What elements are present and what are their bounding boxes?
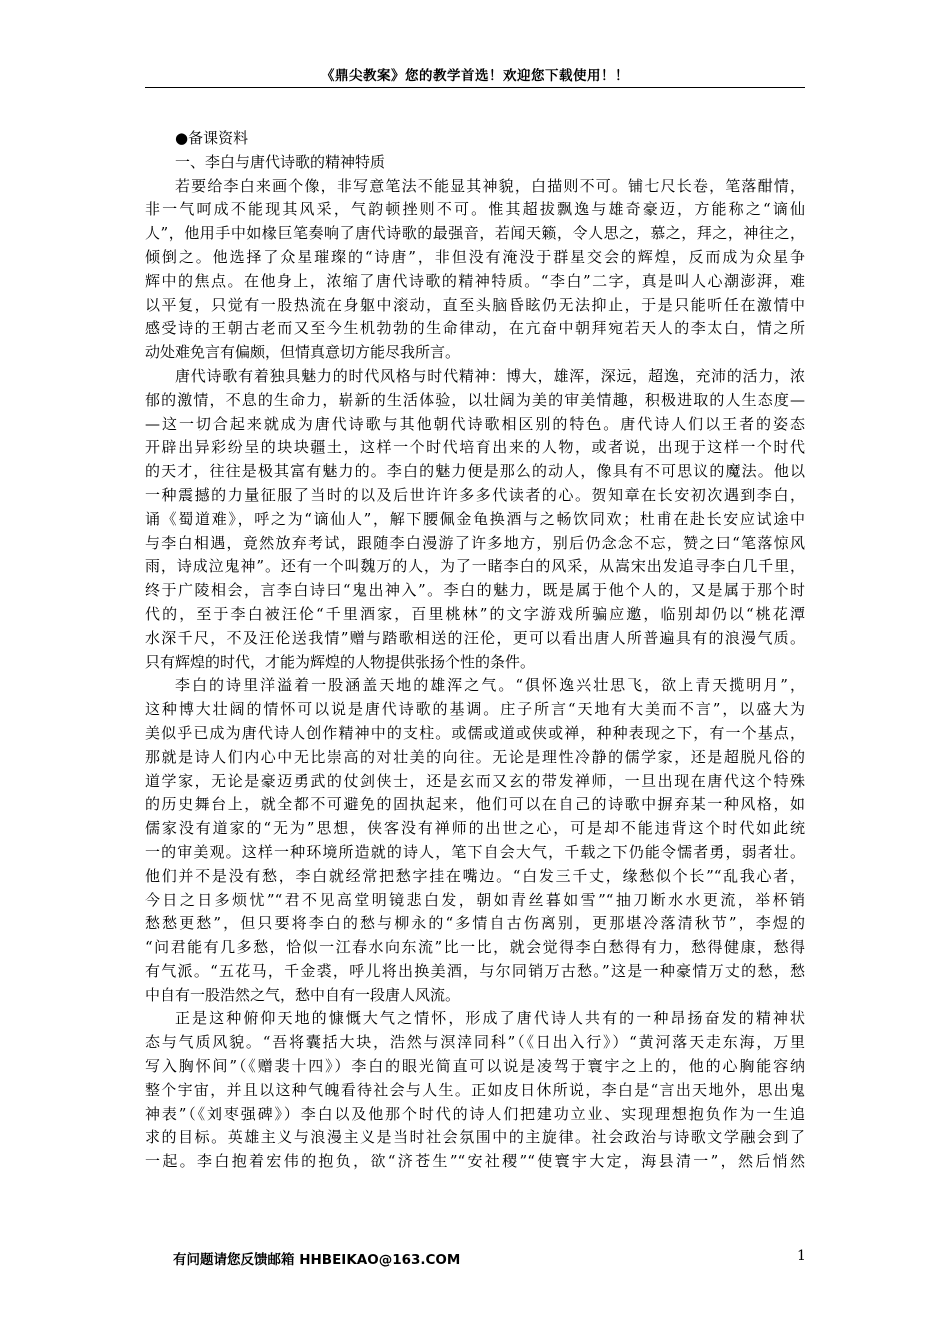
text-line: 写入胸怀间”（《赠裴十四》）李白的眼光简直可以说是凌驾于寰宇之上的，他的心胸能容纳 [145, 1057, 805, 1076]
text-line: 雨，诗成泣鬼神”。还有一个叫魏万的人，为了一睹李白的风采，从嵩宋出发追寻李白几千里， [145, 557, 805, 576]
section-heading: ●备课资料 [175, 129, 249, 147]
text-line: 这种博大壮阔的情怀可以说是唐代诗歌的基调。庄子所言“天地有大美而不言”，以盛大为 [145, 700, 805, 719]
text-line: 只有辉煌的时代，才能为辉煌的人物提供张扬个性的条件。 [145, 652, 536, 671]
text-line: 他们并不是没有愁，李白就经常把愁字挂在嘴边。“白发三千丈，缘愁似个长”“乱我心者， [145, 866, 805, 885]
text-line: 诵《蜀道难》，呼之为“谪仙人”，解下腰佩金龟换酒与之畅饮同欢；杜甫在赴长安应试途中 [145, 509, 805, 528]
text-line: 与李白相遇，竟然放弃考试，跟随李白漫游了许多地方，别后仍念念不忘，赞之曰“笔落惊风 [145, 533, 805, 552]
text-line: 倾倒之。他选择了众星璀璨的“诗唐”，非但没有淹没于群星交会的辉煌，反而成为众星争 [145, 247, 805, 266]
feedback-footer: 有问题请您反馈邮箱 HHBEIKAO@163.COM [173, 1252, 461, 1268]
text-line: “问君能有几多愁，恰似一江春水向东流”比一比，就会觉得李白愁得有力，愁得健康，愁得 [145, 938, 805, 957]
paragraph-lines [145, 175, 805, 1174]
text-line: 儒家没有道家的“无为”思想，侠客没有禅师的出世之心，可是却不能违背这个时代如此统 [145, 819, 805, 838]
text-line: 中自有一股浩然之气，愁中自有一段唐人风流。 [145, 985, 461, 1004]
text-line: 辉中的焦点。在他身上，浓缩了唐代诗歌的精神特质。“李白”二字，真是叫人心潮澎湃，难 [145, 271, 805, 290]
text-line: 李白的诗里洋溢着一股涵盖天地的雄浑之气。“俱怀逸兴壮思飞，欲上青天揽明月”， [175, 676, 805, 695]
text-line: 一起。李白抱着宏伟的抱负，欲“济苍生”“安社稷”“使寰宇大定，海县清一”，然后悄然 [145, 1152, 805, 1171]
text-line: 水深千尺，不及汪伦送我情”赠与踏歌相送的汪伦，更可以看出唐人所普遍具有的浪漫气质。 [145, 628, 805, 647]
text-line: 若要给李白来画个像，非写意笔法不能显其神貌，白描则不可。铺七尺长卷，笔落酣情， [175, 176, 805, 195]
text-line: 求的目标。英雄主义与浪漫主义是当时社会氛围中的主旋律。社会政治与诗歌文学融会到了 [145, 1128, 805, 1147]
text-line: 有气派。“五花马，千金裘，呼儿将出换美酒，与尔同销万古愁。”这是一种豪情万丈的愁，愁 [145, 961, 805, 980]
text-line: 郁的激情，不息的生命力，崭新的生活体验，以壮阔为美的审美情趣，积极进取的人生态度— [145, 390, 805, 409]
text-line: 以平复，只觉有一股热流在身躯中滚动，直至头脑昏眩仍无法抑止，于是只能听任在激情中 [145, 295, 805, 314]
text-line: 感受诗的王朝古老而又至今生机勃勃的生命律动，在亢奋中朝拜宛若天人的李太白，情之所 [145, 319, 805, 338]
text-line: 的天才，往往是极其富有魅力的。李白的魅力便是那么的动人，像具有不可思议的魔法。他以 [145, 462, 805, 481]
text-line: 代的，至于李白被汪伦“千里酒家，百里桃林”的文字游戏所骗应邀，临别却仍以“桃花潭 [145, 604, 805, 623]
document-body [145, 127, 805, 1174]
text-line: 神表”（《刘枣强碑》）李白以及他那个时代的诗人们把建功立业、实现理想抱负作为一生追 [145, 1104, 805, 1123]
text-line: 整个宇宙，并且以这种气魄看待社会与人生。正如皮日休所说，李白是“言出天地外，思出鬼 [145, 1080, 805, 1099]
text-line: 那就是诗人们内心中无比崇高的对壮美的向往。无论是理性冷静的儒学家，还是超脱凡俗的 [145, 747, 805, 766]
page-header: 《鼎尖教案》您的教学首选！欢迎您下载使用！！ [321, 68, 629, 84]
subheading: 一、李白与唐代诗歌的精神特质 [175, 152, 386, 171]
text-line: 今日之日多烦忧”“君不见高堂明镜悲白发，朝如青丝暮如雪”“抽刀断水水更流，举杯销 [145, 890, 805, 909]
page-number: 1 [797, 1248, 806, 1264]
text-line: 终于广陵相会，言李白诗曰“鬼出神入”。李白的魅力，既是属于他个人的，又是属于那个时 [145, 581, 805, 600]
text-line: 唐代诗歌有着独具魅力的时代风格与时代精神：博大，雄浑，深远，超逸，充沛的活力，浓 [175, 366, 805, 385]
text-line: 正是这种俯仰天地的慷慨大气之情怀，形成了唐代诗人共有的一种昂扬奋发的精神状 [175, 1009, 805, 1028]
text-line: 道学家，无论是豪迈勇武的仗剑侠士，还是玄而又玄的带发禅师，一旦出现在唐代这个特殊 [145, 771, 805, 790]
header-divider [145, 87, 805, 88]
text-line: 态与气质风貌。“吾将囊括大块，浩然与溟涬同科”（《日出入行》）“黄河落天走东海，万里 [145, 1033, 805, 1052]
text-line: 动处难免言有偏颇，但情真意切方能尽我所言。 [145, 343, 461, 362]
text-line: 愁愁更愁”，但只要将李白的愁与柳永的“多情自古伤离别，更那堪冷落清秋节”，李煜的 [145, 914, 805, 933]
text-line: —这一切合起来就成为唐代诗歌与其他朝代诗歌相区别的特色。唐代诗人们以王者的姿态 [145, 414, 805, 433]
text-line: 一的审美观。这样一种环境所造就的诗人，笔下自会大气，千载之下仍能令懦者勇，弱者壮。 [145, 842, 805, 861]
text-line: 人”，他用手中如椽巨笔奏响了唐代诗歌的最强音，若闻天籁，令人思之，慕之，拜之，神往之， [145, 224, 805, 243]
text-line: 的历史舞台上，就全都不可避免的固执起来，他们可以在自己的诗歌中摒弃某一种风格，如 [145, 795, 805, 814]
text-line: 美似乎已成为唐代诗人创作精神中的支柱。或儒或道或侠或禅，种种表现之下，有一个基点， [145, 723, 805, 742]
text-line: 一种震撼的力量征服了当时的以及后世许许多多代读者的心。贺知章在长安初次遇到李白， [145, 485, 805, 504]
text-line: 开辟出异彩纷呈的块块疆土，这样一个时代培育出来的人物，或者说，出现于这样一个时代 [145, 438, 805, 457]
text-line: 非一气呵成不能现其风采，气韵顿挫则不可。惟其超拔飘逸与雄奇豪迈，方能称之“谪仙 [145, 200, 805, 219]
